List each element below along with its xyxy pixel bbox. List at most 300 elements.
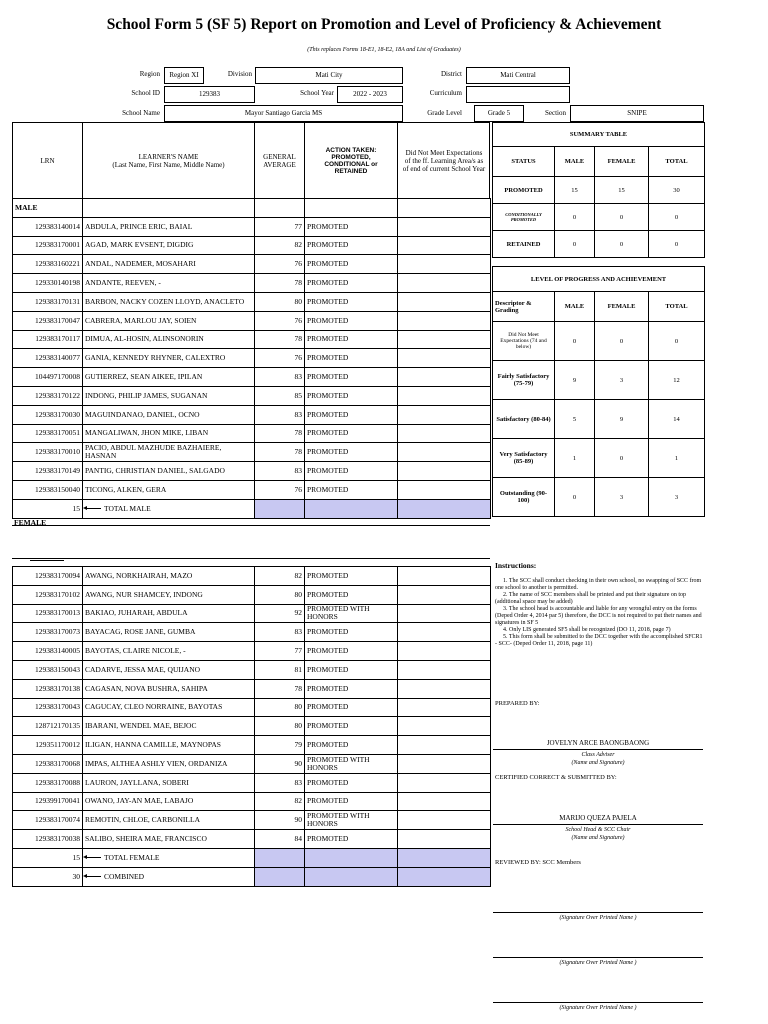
learner-name: INDONG, PHILIP JAMES, SUGANAN bbox=[83, 386, 255, 405]
total-female-row-label-cell bbox=[83, 848, 255, 867]
instruction-item: 5. This form shall be submitted to the DCC together with the accomplished SFCR1 - SCC- (Deped Order 11, 2018, page 11) bbox=[495, 634, 703, 647]
grade-level-label: Grade Level bbox=[427, 109, 462, 117]
summary-male: 0 bbox=[555, 204, 595, 231]
learner-action: PROMOTED bbox=[305, 236, 398, 255]
learner-lrn: 129383150043 bbox=[13, 660, 83, 679]
learner-average: 78 bbox=[255, 443, 305, 462]
not-met-header: Did Not Meet Expectations of the ff. Learning Area/s as of end of current School Year bbox=[402, 148, 486, 173]
progress-row bbox=[493, 478, 705, 517]
learner-not-met bbox=[398, 642, 491, 661]
learner-lrn: 128712170135 bbox=[13, 717, 83, 736]
learner-lrn: 129383170122 bbox=[13, 386, 83, 405]
learner-row bbox=[13, 255, 491, 274]
school-year-label: School Year bbox=[300, 89, 334, 97]
learner-average: 76 bbox=[255, 255, 305, 274]
learner-name: PANTIG, CHRISTIAN DANIEL, SALGADO bbox=[83, 462, 255, 481]
learner-not-met bbox=[398, 679, 491, 698]
progress-descriptor: Satisfactory (80-84) bbox=[493, 400, 555, 439]
learner-name: CADARVE, JESSA MAE, QUIJANO bbox=[83, 660, 255, 679]
learner-name: ILIGAN, HANNA CAMILLE, MAYNOPAS bbox=[83, 736, 255, 755]
learner-lrn: 129383140077 bbox=[13, 349, 83, 368]
learner-average: 80 bbox=[255, 698, 305, 717]
region-label: Region bbox=[139, 70, 160, 78]
learner-name: MANGALIWAN, JHON MIKE, LIBAN bbox=[83, 424, 255, 443]
learner-action: PROMOTED bbox=[305, 717, 398, 736]
progress-male: 0 bbox=[555, 322, 595, 361]
average-header: GENERAL AVERAGE bbox=[255, 123, 305, 198]
learner-action: PROMOTED bbox=[305, 386, 398, 405]
learner-action: PROMOTED bbox=[305, 443, 398, 462]
instruction-item: 1. The SCC shall conduct checking in their own school, no swapping of SCC from one school to another is permitted. bbox=[495, 578, 702, 591]
learner-lrn: 129383170138 bbox=[13, 679, 83, 698]
progress-row bbox=[493, 322, 705, 361]
learner-average: 80 bbox=[255, 717, 305, 736]
head-signature-line bbox=[493, 824, 703, 825]
progress-title: LEVEL OF PROGRESS AND ACHIEVEMENT bbox=[493, 267, 705, 292]
form-title: School Form 5 (SF 5) Report on Promotion and Level of Proficiency & Achievement bbox=[106, 16, 662, 33]
learner-lrn: 129383170073 bbox=[13, 623, 83, 642]
learner-average: 83 bbox=[255, 405, 305, 424]
progress-descriptor: Fairly Satisfactory (75-79) bbox=[493, 361, 555, 400]
summary-row bbox=[493, 204, 705, 231]
learner-action: PROMOTED bbox=[305, 368, 398, 387]
learner-row bbox=[13, 679, 491, 698]
summary-status: RETAINED bbox=[493, 231, 555, 258]
learner-name: BAKIAO, JUHARAH, ABDULA bbox=[83, 604, 255, 623]
summary-total: 0 bbox=[649, 231, 705, 258]
learner-average: 78 bbox=[255, 274, 305, 293]
combined-row-action bbox=[305, 867, 398, 886]
male-table bbox=[12, 198, 491, 519]
learner-lrn: 129399170041 bbox=[13, 792, 83, 811]
progress-table bbox=[492, 266, 705, 517]
summary-header: STATUS bbox=[493, 147, 555, 177]
grade-level-field: Grade 5 bbox=[474, 105, 524, 122]
learner-name: TICONG, ALKEN, GERA bbox=[83, 480, 255, 499]
learner-not-met bbox=[398, 349, 491, 368]
learner-action: PROMOTED bbox=[305, 424, 398, 443]
scc-signature-caption-2: (Signature Over Printed Name ) bbox=[559, 960, 637, 966]
learner-average: 78 bbox=[255, 424, 305, 443]
learner-action: PROMOTED WITH HONORS bbox=[305, 754, 398, 773]
learner-lrn: 129383170094 bbox=[13, 567, 83, 586]
learner-row bbox=[13, 480, 491, 499]
name-header-sub: (Last Name, First Name, Middle Name) bbox=[112, 160, 225, 169]
progress-total: 0 bbox=[649, 322, 705, 361]
progress-header: MALE bbox=[555, 292, 595, 322]
learner-row bbox=[13, 274, 491, 293]
learner-average: 82 bbox=[255, 567, 305, 586]
learner-average: 92 bbox=[255, 604, 305, 623]
summary-header: FEMALE bbox=[595, 147, 649, 177]
learner-not-met bbox=[398, 830, 491, 849]
learner-row bbox=[13, 567, 491, 586]
learner-name: BARBON, NACKY COZEN LLOYD, ANACLETO bbox=[83, 292, 255, 311]
learner-name: BAYACAG, ROSE JANE, GUMBA bbox=[83, 623, 255, 642]
summary-female: 0 bbox=[595, 204, 649, 231]
learner-lrn: 129383170068 bbox=[13, 754, 83, 773]
progress-male: 1 bbox=[555, 439, 595, 478]
learner-name: LAURON, JAYLLANA, SOBERI bbox=[83, 773, 255, 792]
instruction-item: 4. Only LIS generated SF5 shall be recognized (DO 11, 2018, page 7) bbox=[503, 627, 671, 633]
learner-lrn: 129383150040 bbox=[13, 480, 83, 499]
learner-action: PROMOTED bbox=[305, 255, 398, 274]
learner-action: PROMOTED bbox=[305, 330, 398, 349]
arrow-left-icon bbox=[85, 857, 101, 858]
learner-name: AWANG, NORKHAIRAH, MAZO bbox=[83, 567, 255, 586]
summary-total: 30 bbox=[649, 177, 705, 204]
learner-average: 82 bbox=[255, 792, 305, 811]
adviser-role: Class Adviser bbox=[581, 752, 615, 758]
learner-not-met bbox=[398, 462, 491, 481]
curriculum-field bbox=[466, 86, 570, 103]
learner-action: PROMOTED bbox=[305, 792, 398, 811]
summary-row bbox=[493, 177, 705, 204]
total-male-row-average bbox=[255, 499, 305, 518]
learner-lrn: 129383170149 bbox=[13, 462, 83, 481]
learner-name: GUTIERREZ, SEAN AIKEE, IPILAN bbox=[83, 368, 255, 387]
learner-average: 85 bbox=[255, 386, 305, 405]
progress-descriptor: Did Not Meet Expectations (74 and below) bbox=[493, 322, 555, 361]
learner-not-met bbox=[398, 811, 491, 830]
learner-lrn: 129383170013 bbox=[13, 604, 83, 623]
section-field: SNIPE bbox=[570, 105, 704, 122]
learner-action: PROMOTED bbox=[305, 311, 398, 330]
learner-average: 80 bbox=[255, 585, 305, 604]
learner-average: 83 bbox=[255, 462, 305, 481]
learner-row bbox=[13, 642, 491, 661]
form-subtitle: (This replaces Forms 18-E1, 18-E2, 18A and List of Graduates) bbox=[307, 47, 461, 53]
learner-row bbox=[13, 292, 491, 311]
total-female-row-action bbox=[305, 848, 398, 867]
page-break-dash bbox=[30, 560, 64, 561]
learner-average: 78 bbox=[255, 330, 305, 349]
learner-row bbox=[13, 424, 491, 443]
learner-not-met bbox=[398, 405, 491, 424]
learner-name: BAYOTAS, CLAIRE NICOLE, - bbox=[83, 642, 255, 661]
summary-female: 0 bbox=[595, 231, 649, 258]
learner-row bbox=[13, 405, 491, 424]
learner-action: PROMOTED bbox=[305, 349, 398, 368]
progress-male: 0 bbox=[555, 478, 595, 517]
summary-female: 15 bbox=[595, 177, 649, 204]
learner-action: PROMOTED bbox=[305, 623, 398, 642]
learner-name: IMPAS, ALTHEA ASHLY VIEN, ORDANIZA bbox=[83, 754, 255, 773]
learner-average: 90 bbox=[255, 811, 305, 830]
progress-row bbox=[493, 361, 705, 400]
learner-lrn: 129383170047 bbox=[13, 311, 83, 330]
learner-not-met bbox=[398, 236, 491, 255]
learner-not-met bbox=[398, 604, 491, 623]
learner-average: 77 bbox=[255, 642, 305, 661]
learner-average: 81 bbox=[255, 660, 305, 679]
division-field: Mati City bbox=[255, 67, 403, 84]
learner-average: 84 bbox=[255, 830, 305, 849]
learner-not-met bbox=[398, 567, 491, 586]
learner-action: PROMOTED bbox=[305, 660, 398, 679]
learner-not-met bbox=[398, 386, 491, 405]
learner-action: PROMOTED bbox=[305, 480, 398, 499]
learner-name: AWANG, NUR SHAMCEY, INDONG bbox=[83, 585, 255, 604]
combined-row-label-cell bbox=[83, 867, 255, 886]
learner-row bbox=[13, 349, 491, 368]
lrn-header: LRN bbox=[13, 123, 83, 198]
learner-action: PROMOTED bbox=[305, 462, 398, 481]
reviewed-label: REVIEWED BY: SCC Members bbox=[495, 859, 581, 866]
page-break-top bbox=[12, 525, 490, 526]
female-label: FEMALE bbox=[14, 518, 47, 527]
learner-lrn: 129383160221 bbox=[13, 255, 83, 274]
learner-lrn: 129351170012 bbox=[13, 736, 83, 755]
progress-female: 3 bbox=[595, 478, 649, 517]
learner-row bbox=[13, 311, 491, 330]
progress-female: 0 bbox=[595, 439, 649, 478]
learner-row bbox=[13, 330, 491, 349]
total-female-row-average bbox=[255, 848, 305, 867]
instruction-item: 2. The name of SCC members shall be printed and put their signature on top (additional space may be added) bbox=[495, 592, 687, 605]
scc-signature-line-3 bbox=[493, 1002, 703, 1003]
school-year-field: 2022 - 2023 bbox=[337, 86, 403, 103]
learner-name: MAGUINDANAO, DANIEL, OCNO bbox=[83, 405, 255, 424]
progress-male: 9 bbox=[555, 361, 595, 400]
female-table bbox=[12, 566, 491, 887]
learner-lrn: 129383170030 bbox=[13, 405, 83, 424]
section-label: Section bbox=[545, 109, 566, 117]
learner-average: 76 bbox=[255, 311, 305, 330]
learner-action: PROMOTED bbox=[305, 830, 398, 849]
name-header bbox=[83, 123, 255, 198]
progress-total: 14 bbox=[649, 400, 705, 439]
combined-row-average bbox=[255, 867, 305, 886]
learner-name: DIMUA, AL-HOSIN, ALINSONORIN bbox=[83, 330, 255, 349]
learner-lrn: 129383170001 bbox=[13, 236, 83, 255]
progress-total: 12 bbox=[649, 361, 705, 400]
progress-descriptor: Very Satisfactory (85-89) bbox=[493, 439, 555, 478]
school-id-field: 129383 bbox=[164, 86, 255, 103]
name-header-title: LEARNER'S NAME bbox=[138, 152, 199, 161]
learner-row bbox=[13, 773, 491, 792]
summary-male: 0 bbox=[555, 231, 595, 258]
male-label: MALE bbox=[13, 199, 83, 218]
learner-row bbox=[13, 386, 491, 405]
learner-lrn: 104497170008 bbox=[13, 368, 83, 387]
learner-name: ANDANTE, REEVEN, - bbox=[83, 274, 255, 293]
learner-row bbox=[13, 660, 491, 679]
instructions-list bbox=[495, 578, 705, 648]
adviser-note: (Name and Signature) bbox=[571, 760, 625, 766]
learner-lrn: 129383170043 bbox=[13, 698, 83, 717]
adviser-name: JOVELYN ARCE BAONGBAONG bbox=[546, 739, 650, 747]
progress-female: 0 bbox=[595, 322, 649, 361]
learner-action: PROMOTED bbox=[305, 274, 398, 293]
learner-lrn: 129383140005 bbox=[13, 642, 83, 661]
summary-header: MALE bbox=[555, 147, 595, 177]
learner-name: GANIA, KENNEDY RHYNER, CALEXTRO bbox=[83, 349, 255, 368]
progress-header: FEMALE bbox=[595, 292, 649, 322]
scc-signature-line-2 bbox=[493, 957, 703, 958]
learner-average: 77 bbox=[255, 217, 305, 236]
learner-not-met bbox=[398, 754, 491, 773]
learner-not-met bbox=[398, 424, 491, 443]
learner-average: 83 bbox=[255, 623, 305, 642]
learner-name: AGAD, MARK EVSENT, DIGDIG bbox=[83, 236, 255, 255]
learner-not-met bbox=[398, 330, 491, 349]
curriculum-label: Curriculum bbox=[429, 89, 462, 97]
summary-status: PROMOTED bbox=[493, 177, 555, 204]
total-male-row bbox=[13, 499, 491, 518]
learner-row bbox=[13, 717, 491, 736]
learner-name: CABRERA, MARLOU JAY, SOIEN bbox=[83, 311, 255, 330]
learner-not-met bbox=[398, 698, 491, 717]
total-male-row-label-cell bbox=[83, 499, 255, 518]
summary-title: SUMMARY TABLE bbox=[493, 123, 705, 147]
district-label: District bbox=[441, 70, 462, 78]
learner-name: SALIBO, SHEIRA MAE, FRANCISCO bbox=[83, 830, 255, 849]
learner-not-met bbox=[398, 717, 491, 736]
learner-row bbox=[13, 623, 491, 642]
learner-action: PROMOTED bbox=[305, 405, 398, 424]
arrow-left-icon bbox=[85, 876, 101, 877]
adviser-signature-line bbox=[493, 749, 703, 750]
progress-header: Descriptor & Grading bbox=[493, 292, 555, 322]
learner-not-met bbox=[398, 480, 491, 499]
learner-average: 82 bbox=[255, 236, 305, 255]
learner-row bbox=[13, 830, 491, 849]
learner-row bbox=[13, 698, 491, 717]
learner-name: CAGUCAY, CLEO NORRAINE, BAYOTAS bbox=[83, 698, 255, 717]
learner-name: OWANO, JAY-AN MAE, LABAJO bbox=[83, 792, 255, 811]
progress-total: 3 bbox=[649, 478, 705, 517]
learner-action: PROMOTED bbox=[305, 679, 398, 698]
male-section-row bbox=[13, 199, 491, 218]
scc-signature-caption-3: (Signature Over Printed Name ) bbox=[559, 1005, 637, 1011]
learner-not-met bbox=[398, 217, 491, 236]
learner-row bbox=[13, 217, 491, 236]
learner-not-met bbox=[398, 792, 491, 811]
learner-action: PROMOTED bbox=[305, 698, 398, 717]
total-male-row-label: TOTAL MALE bbox=[104, 503, 151, 513]
learner-average: 76 bbox=[255, 349, 305, 368]
progress-total: 1 bbox=[649, 439, 705, 478]
summary-header: TOTAL bbox=[649, 147, 705, 177]
learner-name: PACIO, ABDUL MAZHUDE BAZHAIERE, HASNAN bbox=[83, 443, 255, 462]
learner-name: CAGASAN, NOVA BUSHRA, SAHIPA bbox=[83, 679, 255, 698]
learner-not-met bbox=[398, 736, 491, 755]
total-female-row-label: TOTAL FEMALE bbox=[104, 852, 160, 862]
progress-male: 5 bbox=[555, 400, 595, 439]
combined-row-not-met bbox=[398, 867, 491, 886]
learner-not-met bbox=[398, 585, 491, 604]
learner-name: ABDULA, PRINCE ERIC, BAIAL bbox=[83, 217, 255, 236]
learner-action: PROMOTED bbox=[305, 567, 398, 586]
learner-lrn: 129383170088 bbox=[13, 773, 83, 792]
head-note: (Name and Signature) bbox=[571, 835, 625, 841]
learner-lrn: 129383170010 bbox=[13, 443, 83, 462]
learner-lrn: 129330140198 bbox=[13, 274, 83, 293]
learner-row bbox=[13, 754, 491, 773]
progress-row bbox=[493, 439, 705, 478]
total-male-row-action bbox=[305, 499, 398, 518]
learner-not-met bbox=[398, 773, 491, 792]
arrow-left-icon bbox=[85, 508, 101, 509]
instruction-item: 3. The school head is accountable and liable for any wrongful entry on the forms (Deped Order 4, 2014 par 5) therefore, the DCC is not required to put their names and signatures in SF 5 bbox=[495, 606, 702, 626]
division-label: Division bbox=[227, 70, 252, 78]
learner-row bbox=[13, 811, 491, 830]
learner-not-met bbox=[398, 255, 491, 274]
learner-not-met bbox=[398, 311, 491, 330]
progress-row bbox=[493, 400, 705, 439]
summary-total: 0 bbox=[649, 204, 705, 231]
learner-average: 83 bbox=[255, 368, 305, 387]
learner-action: PROMOTED bbox=[305, 736, 398, 755]
learner-row bbox=[13, 236, 491, 255]
total-male-row-count: 15 bbox=[13, 499, 83, 518]
learner-action: PROMOTED bbox=[305, 292, 398, 311]
region-field: Region XI bbox=[164, 67, 204, 84]
learner-row bbox=[13, 792, 491, 811]
progress-descriptor: Outstanding (90-100) bbox=[493, 478, 555, 517]
learner-action: PROMOTED bbox=[305, 217, 398, 236]
total-female-row-not-met bbox=[398, 848, 491, 867]
combined-row bbox=[13, 867, 491, 886]
summary-table bbox=[492, 122, 705, 258]
school-id-label: School ID bbox=[131, 89, 160, 97]
learner-not-met bbox=[398, 292, 491, 311]
combined-row-count: 30 bbox=[13, 867, 83, 886]
learner-row bbox=[13, 736, 491, 755]
learner-row bbox=[13, 443, 491, 462]
learner-lrn: 129383140014 bbox=[13, 217, 83, 236]
learner-not-met bbox=[398, 443, 491, 462]
learner-average: 78 bbox=[255, 679, 305, 698]
head-name: MARIJO QUEZA PAJELA bbox=[559, 814, 637, 822]
learner-row bbox=[13, 604, 491, 623]
total-female-row-count: 15 bbox=[13, 848, 83, 867]
progress-female: 9 bbox=[595, 400, 649, 439]
learner-lrn: 129383170074 bbox=[13, 811, 83, 830]
learner-row bbox=[13, 368, 491, 387]
school-name-label: School Name bbox=[122, 109, 160, 117]
page-break-bottom bbox=[12, 558, 490, 559]
learner-lrn: 129383170117 bbox=[13, 330, 83, 349]
total-male-row-not-met bbox=[398, 499, 491, 518]
learner-average: 90 bbox=[255, 754, 305, 773]
learner-not-met bbox=[398, 660, 491, 679]
learner-action: PROMOTED bbox=[305, 773, 398, 792]
learner-lrn: 129383170131 bbox=[13, 292, 83, 311]
summary-status: CONDITIONALLY PROMOTED bbox=[493, 204, 555, 231]
school-name-field: Mayor Santiago Garcia MS bbox=[164, 105, 403, 122]
learner-lrn: 129383170051 bbox=[13, 424, 83, 443]
learner-average: 80 bbox=[255, 292, 305, 311]
scc-signature-line-1 bbox=[493, 912, 703, 913]
learner-action: PROMOTED WITH HONORS bbox=[305, 811, 398, 830]
combined-row-label: COMBINED bbox=[104, 871, 145, 881]
learner-action: PROMOTED bbox=[305, 585, 398, 604]
learner-lrn: 129383170038 bbox=[13, 830, 83, 849]
learner-row bbox=[13, 462, 491, 481]
learner-name: IBARANI, WENDEL MAE, BEJOC bbox=[83, 717, 255, 736]
progress-header: TOTAL bbox=[649, 292, 705, 322]
progress-female: 3 bbox=[595, 361, 649, 400]
learner-average: 76 bbox=[255, 480, 305, 499]
head-role: School Head & SCC Chair bbox=[565, 827, 631, 833]
instructions-title: Instructions: bbox=[495, 561, 537, 570]
summary-row bbox=[493, 231, 705, 258]
summary-male: 15 bbox=[555, 177, 595, 204]
district-field: Mati Central bbox=[466, 67, 570, 84]
certified-label: CERTIFIED CORRECT & SUBMITTED BY: bbox=[495, 774, 617, 781]
